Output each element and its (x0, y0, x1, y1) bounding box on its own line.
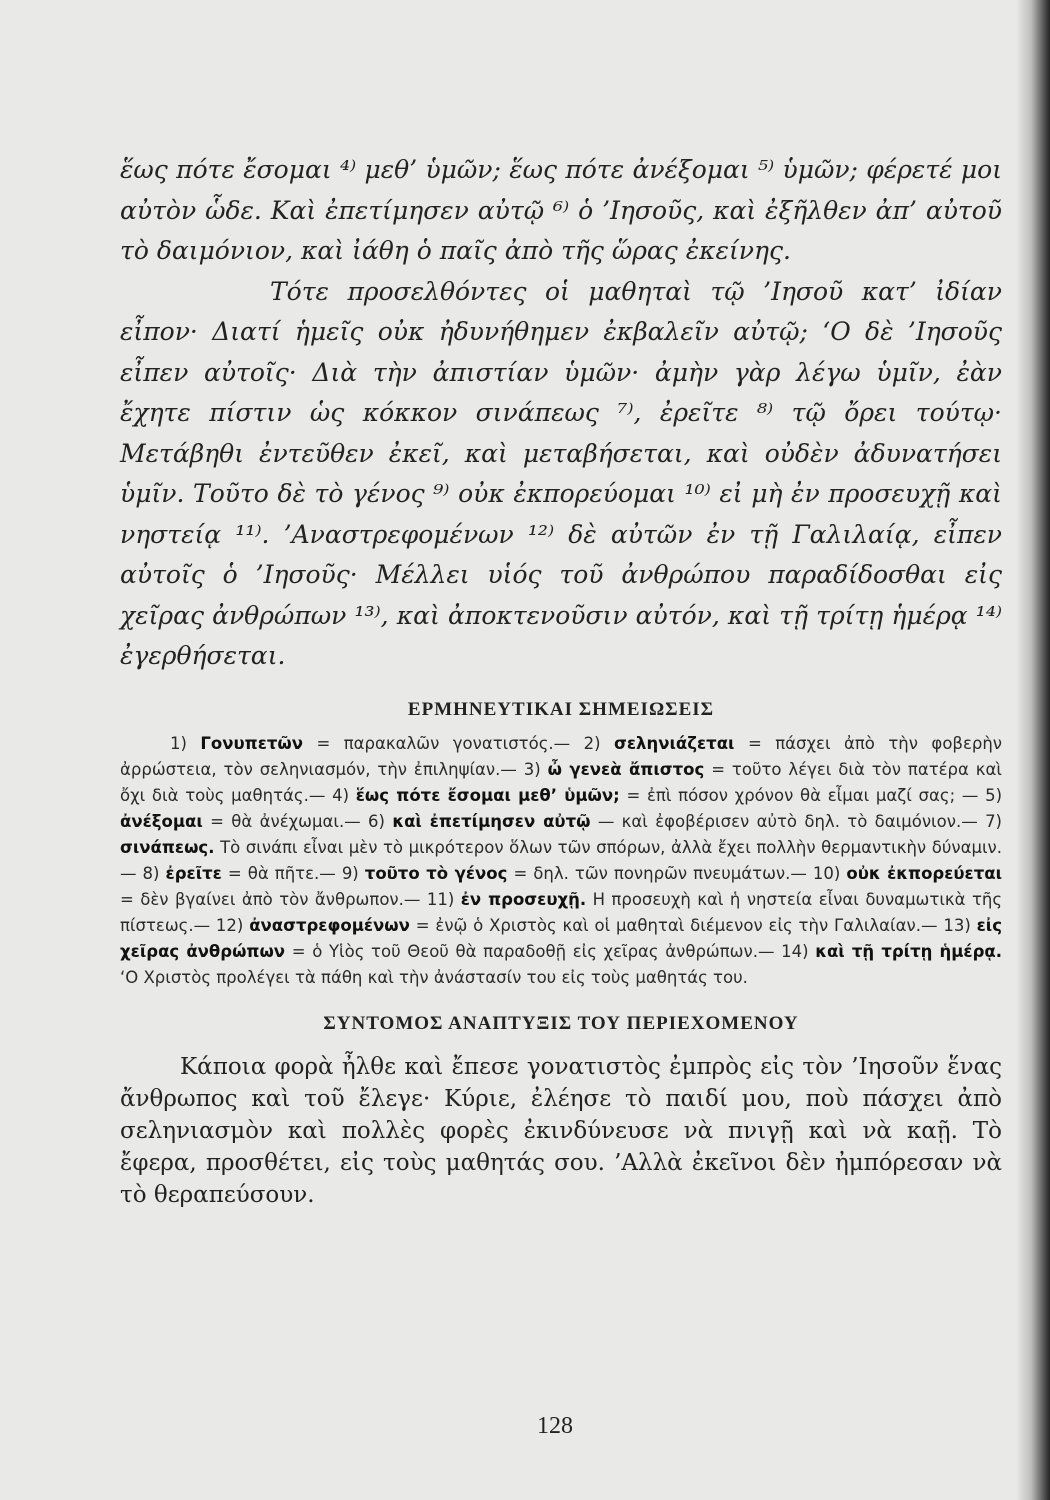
notes-title: ΕΡΜΗΝΕΥΤΙΚΑΙ ΣΗΜΕΙΩΣΕΙΣ (407, 698, 715, 720)
note-definition: = θὰ πῆτε.— (227, 863, 342, 883)
note-number: 13) (943, 915, 971, 935)
summary-title: ΣΥΝΤΟΜΟΣ ΑΝΑΠΤΥΞΙΣ ΤΟΥ ΠΕΡΙΕΧΟΜΕΝΟΥ (323, 1012, 799, 1034)
note-term: καὶ τῇ τρίτῃ ἡμέρᾳ. (815, 941, 1003, 961)
note-term: ἐρεῖτε (165, 863, 222, 883)
note-definition: = δηλ. τῶν πονηρῶν πνευμάτων.— (513, 863, 813, 883)
note-number: 1) (170, 733, 187, 753)
note-definition: = τοῦτο λέγει διὰ τὸν πατέρα καὶ ὄχι διὰ τοὺς μαθητάς.— (120, 759, 1002, 805)
verse-paragraph-1: ἕως πότε ἔσομαι ⁴⁾ μεθ’ ὑμῶν; ἕως πότε ἀνέξομαι ⁵⁾ ὑμῶν; φέρετέ μοι αὐτὸν ὧδε. Καὶ ἐπετίμησεν αὐτῷ ⁶⁾ ὁ ’Ιησοῦς, καὶ ἐξῆλθεν ἀπ’ αὐτοῦ τὸ δαιμόνιον, καὶ ἰάθη ὁ παῖς ἀπὸ τῆς ὥρας ἐκείνης. (120, 155, 1002, 265)
note-number: 6) (368, 811, 385, 831)
page-number: 128 (537, 1413, 573, 1439)
note-definition: = ὁ Υἱὸς τοῦ Θεοῦ θὰ παραδοθῇ εἰς χεῖρας ἀνθρώπων.— (291, 941, 782, 961)
note-term: σινάπεως. (120, 837, 215, 857)
note-number: 8) (142, 863, 160, 883)
note-definition: = πάσχει ἀπὸ τὴν φοβερὴν ἀρρώστεια, τὸν σεληνιασμόν, τὴν ἐπιληψίαν.— (120, 733, 1003, 779)
note-term: οὐκ ἐκπορεύεται (846, 863, 1003, 883)
note-term: σεληνιάζεται (614, 733, 735, 753)
note-number: 11) (426, 889, 455, 909)
note-definition: = ἐνῷ ὁ Χριστὸς καὶ οἱ μαθηταὶ διέμενον εἰς τὴν Γαλιλαίαν.— (415, 915, 944, 935)
note-term: καὶ ἐπετίμησεν αὐτῷ (392, 811, 591, 831)
note-number: 12) (215, 915, 244, 935)
note-definition: Τὸ σινάπι εἶναι μὲν τὸ μικρότερον ὅλων τῶν σπόρων, ἀλλὰ ἔχει πολλὴν θερμαντικὴν δύναμιν.— (120, 837, 1002, 883)
note-number: 14) (781, 941, 809, 961)
note-number: 10) (812, 863, 841, 883)
verse-paragraph-2: Τότε προσελθόντες οἱ μαθηταὶ τῷ ’Ιησοῦ κατ’ ἰδίαν εἶπον· Διατί ἡμεῖς οὐκ ἠδυνήθημεν ἐκβαλεῖν αὐτῷ; ‘Ο δὲ ’Ιησοῦς εἶπεν αὐτοῖς· Διὰ τὴν ἀπιστίαν ὑμῶν· ἀμὴν γὰρ λέγω ὑμῖν, ἐὰν ἔχητε πίστιν ὡς κόκκον σινάπεως ⁷⁾, ἐρεῖτε ⁸⁾ τῷ ὄρει τούτῳ· Μετάβηθι ἐντεῦθεν ἐκεῖ, καὶ μεταβήσεται, καὶ οὐδὲν ἀδυνατήσει ὑμῖν. Τοῦτο δὲ τὸ γένος ⁹⁾ οὐκ ἐκπορεύομαι ¹⁰⁾ εἰ μὴ ἐν προσευχῇ καὶ νηστείᾳ ¹¹⁾. ’Αναστρεφομένων ¹²⁾ δὲ αὐτῶν ἐν τῇ Γαλιλαίᾳ, εἶπεν αὐτοῖς ὁ ’Ιησοῦς· Μέλλει υἱός τοῦ ἀνθρώπου παραδίδοσθαι εἰς χεῖρας ἀνθρώπων ¹³⁾, καὶ ἀποκτενοῦσιν αὐτόν, καὶ τῇ τρίτῃ ἡμέρᾳ ¹⁴⁾ ἐγερθήσεται. (120, 276, 1002, 670)
note-term: ἕως πότε ἔσομαι μεθ’ ὑμῶν; (355, 785, 620, 805)
note-number: 2) (583, 733, 601, 753)
note-number: 3) (523, 759, 541, 779)
text-column (120, 150, 1002, 1211)
note-term: ὦ γενεὰ ἄπιστος (547, 759, 705, 779)
note-number: 9) (341, 863, 359, 883)
note-number: 4) (332, 785, 350, 805)
verse-text (120, 150, 1002, 677)
note-definition: = θὰ ἀνέχωμαι.— (210, 811, 369, 831)
note-definition: Η προσευχὴ καὶ ἡ νηστεία εἶναι δυναμωτικὰ τῆς πίστεως.— (120, 889, 1003, 935)
note-term: Γονυπετῶν (200, 733, 303, 753)
note-definition: ‘Ο Χριστὸς προλέγει τὰ πάθη καὶ τὴν ἀνάστασίν του εἰς τοὺς μαθητάς του. (120, 967, 748, 987)
note-number: 7) (985, 811, 1002, 831)
note-definition: = δὲν βγαίνει ἀπὸ τὸν ἄνθρωπον.— (120, 889, 427, 909)
note-definition: — καὶ ἐφοβέρισεν αὐτὸ δηλ. τὸ δαιμόνιον.— (597, 811, 986, 831)
note-term: εἰς χεῖρας ἀνθρώπων (120, 915, 1003, 961)
note-definition: = ἐπὶ πόσον χρόνον θὰ εἶμαι μαζί σας; — (626, 785, 986, 805)
note-definition: = παρακαλῶν γονατιστός.— (316, 733, 584, 753)
summary-text: Κάποια φορὰ ἦλθε καὶ ἔπεσε γονατιστὸς ἐμπρὸς εἰς τὸν ’Ιησοῦν ἕνας ἄνθρωπος καὶ τοῦ ἔλεγε· Κύριε, ἐλέησε τὸ παιδί μου, ποὺ πάσχει ἀπὸ σεληνιασμὸν καὶ πολλὲς φορὲς ἐκινδύνευσε νὰ πνιγῇ καὶ νὰ καῇ. Τὸ ἔφερα, προσθέτει, εἰς τοὺς μαθητάς σου. ’Αλλὰ ἐκεῖνοι δὲν ἠμπόρεσαν νὰ τὸ θεραπεύσουν. (120, 1053, 1002, 1208)
note-term: ἀνέξομαι (120, 811, 203, 831)
notes-body (120, 731, 1002, 991)
note-number: 5) (985, 785, 1003, 805)
note-term: ἐν προσευχῇ. (460, 889, 587, 909)
note-term: ἀναστρεφομένων (249, 915, 410, 935)
page-edge-shadow (1016, 0, 1050, 1500)
note-term: τοῦτο τὸ γένος (364, 863, 508, 883)
